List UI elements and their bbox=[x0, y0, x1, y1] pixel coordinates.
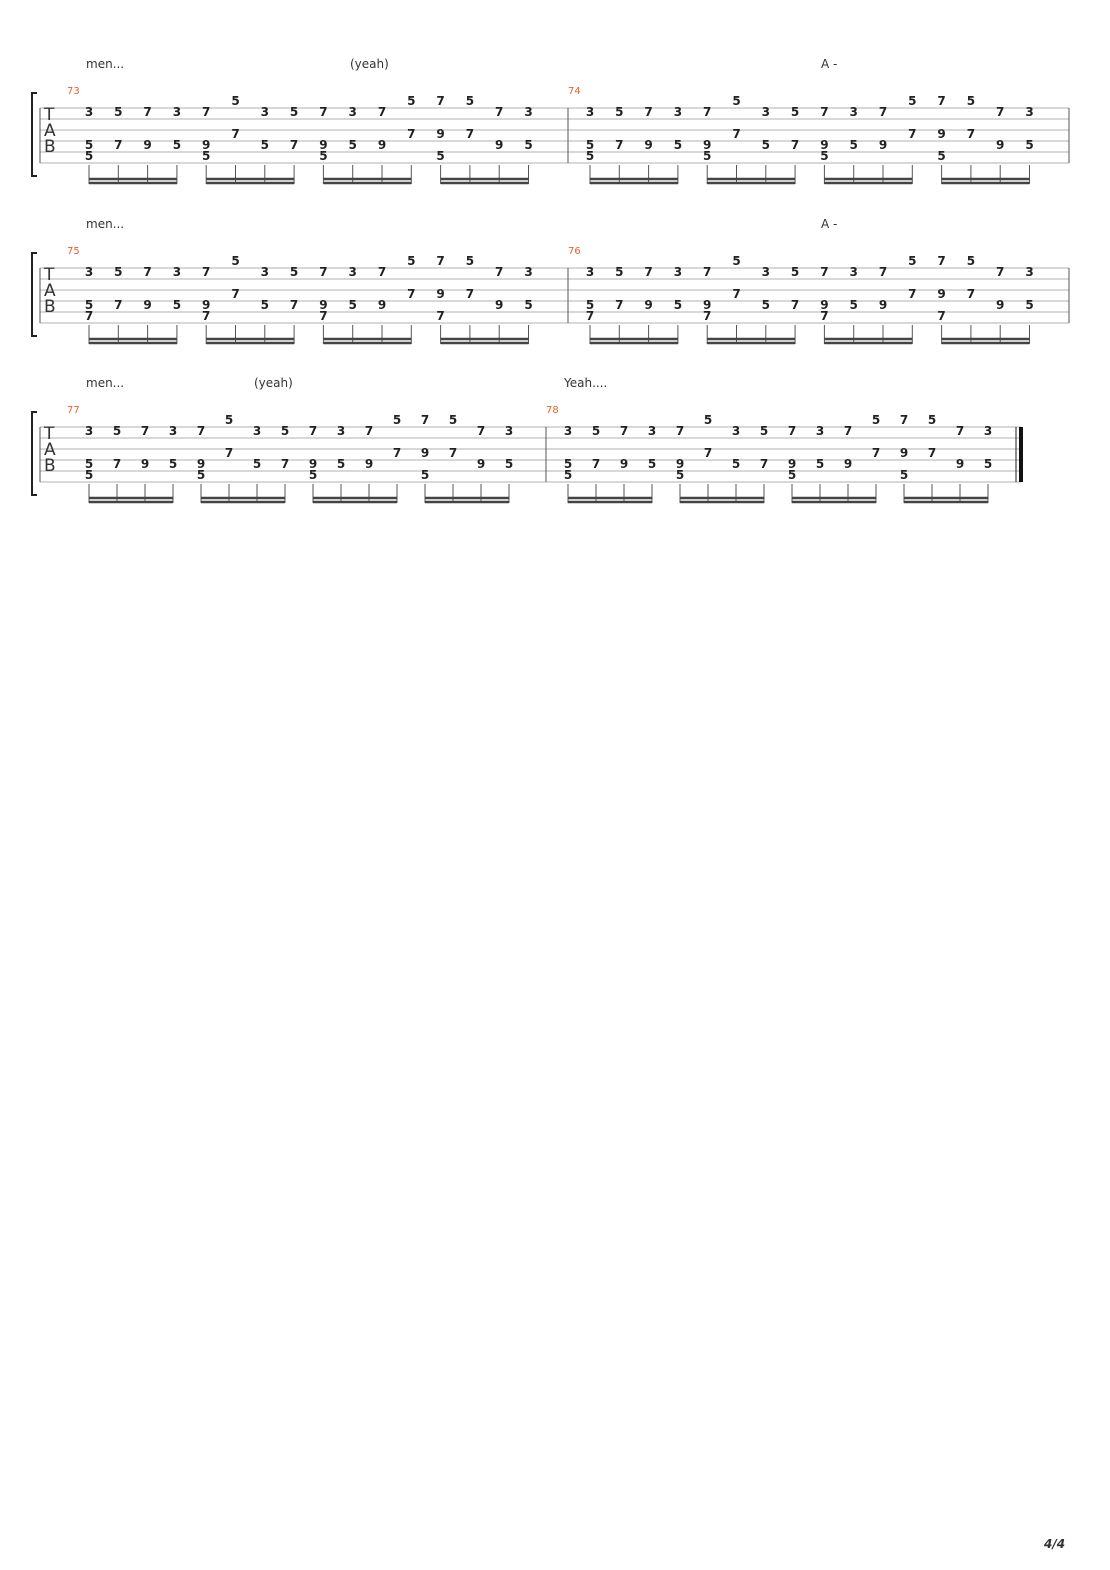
fret-number: 9 bbox=[308, 457, 318, 471]
fret-number: 5 bbox=[937, 149, 946, 163]
lyric-text: (yeah) bbox=[350, 57, 389, 71]
fret-number: 3 bbox=[172, 265, 182, 279]
fret-number: 7 bbox=[703, 105, 712, 119]
fret-number: 9 bbox=[202, 138, 211, 152]
fret-number: 7 bbox=[377, 105, 387, 119]
fret-number: 3 bbox=[504, 424, 514, 438]
fret-number: 5 bbox=[675, 468, 685, 482]
fret-number: 5 bbox=[731, 457, 741, 471]
fret-number: 7 bbox=[996, 265, 1005, 279]
fret-number: 3 bbox=[673, 265, 683, 279]
fret-number: 5 bbox=[84, 149, 94, 163]
fret-number: 5 bbox=[336, 457, 346, 471]
fret-number: 7 bbox=[476, 424, 486, 438]
fret-number: 7 bbox=[619, 424, 629, 438]
measure-number: 74 bbox=[568, 86, 581, 97]
fret-number: 5 bbox=[703, 149, 712, 163]
fret-number: 5 bbox=[761, 138, 770, 152]
fret-number: 5 bbox=[407, 94, 416, 108]
fret-number: 9 bbox=[937, 127, 946, 141]
fret-number: 9 bbox=[364, 457, 374, 471]
fret-number: 9 bbox=[143, 138, 152, 152]
fret-number: 7 bbox=[202, 309, 211, 323]
fret-number: 9 bbox=[820, 298, 829, 312]
fret-number: 5 bbox=[420, 468, 430, 482]
fret-number: 5 bbox=[585, 138, 595, 152]
fret-number: 5 bbox=[615, 105, 624, 119]
fret-number: 5 bbox=[790, 105, 800, 119]
fret-number: 5 bbox=[392, 413, 402, 427]
measure-number: 75 bbox=[67, 246, 80, 257]
fret-number: 5 bbox=[615, 265, 624, 279]
fret-number: 7 bbox=[377, 265, 387, 279]
fret-number: 3 bbox=[1025, 105, 1034, 119]
fret-number: 3 bbox=[585, 105, 595, 119]
fret-number: 9 bbox=[476, 457, 486, 471]
fret-number: 7 bbox=[878, 105, 888, 119]
tab-clef-letter: A bbox=[44, 281, 56, 301]
fret-number: 7 bbox=[759, 457, 769, 471]
fret-number: 5 bbox=[563, 457, 573, 471]
fret-number: 5 bbox=[84, 457, 94, 471]
fret-number: 3 bbox=[524, 265, 533, 279]
page-number: 4/4 bbox=[1044, 1537, 1066, 1551]
fret-number: 5 bbox=[966, 254, 976, 268]
fret-number: 5 bbox=[591, 424, 601, 438]
fret-number: 7 bbox=[878, 265, 888, 279]
lyric-text: Yeah.... bbox=[564, 376, 608, 390]
fret-number: 5 bbox=[84, 138, 94, 152]
fret-number: 7 bbox=[787, 424, 797, 438]
tab-clef-letter: T bbox=[44, 105, 55, 125]
fret-number: 5 bbox=[927, 413, 937, 427]
measure-number: 77 bbox=[67, 405, 80, 416]
fret-number: 9 bbox=[955, 457, 965, 471]
fret-number: 5 bbox=[759, 424, 769, 438]
fret-number: 7 bbox=[955, 424, 965, 438]
fret-number: 5 bbox=[465, 254, 475, 268]
fret-number: 5 bbox=[524, 298, 533, 312]
fret-number: 3 bbox=[1025, 265, 1034, 279]
fret-number: 5 bbox=[84, 298, 94, 312]
fret-number: 5 bbox=[983, 457, 993, 471]
fret-number: 7 bbox=[231, 287, 240, 301]
fret-number: 3 bbox=[348, 265, 357, 279]
fret-number: 7 bbox=[703, 446, 713, 460]
fret-number: 5 bbox=[319, 149, 328, 163]
fret-number: 3 bbox=[84, 105, 94, 119]
measure-number: 76 bbox=[568, 246, 581, 257]
fret-number: 9 bbox=[436, 287, 445, 301]
fret-number: 7 bbox=[820, 309, 829, 323]
tab-clef-letter: A bbox=[44, 121, 56, 141]
fret-number: 9 bbox=[495, 138, 504, 152]
fret-number: 5 bbox=[231, 254, 240, 268]
fret-number: 3 bbox=[815, 424, 825, 438]
fret-number: 9 bbox=[675, 457, 685, 471]
fret-number: 5 bbox=[790, 265, 800, 279]
fret-number: 7 bbox=[407, 127, 416, 141]
fret-number: 9 bbox=[937, 287, 946, 301]
fret-number: 7 bbox=[196, 424, 206, 438]
fret-number: 5 bbox=[289, 265, 299, 279]
fret-number: 5 bbox=[172, 298, 182, 312]
fret-number: 5 bbox=[908, 94, 917, 108]
fret-number: 5 bbox=[787, 468, 797, 482]
fret-number: 5 bbox=[871, 413, 881, 427]
fret-number: 5 bbox=[308, 468, 318, 482]
fret-number: 7 bbox=[615, 298, 624, 312]
fret-number: 7 bbox=[937, 94, 946, 108]
fret-number: 7 bbox=[966, 287, 976, 301]
fret-number: 5 bbox=[966, 94, 976, 108]
tab-clef-letter: B bbox=[44, 456, 56, 476]
fret-number: 7 bbox=[143, 265, 152, 279]
fret-number: 5 bbox=[673, 138, 683, 152]
fret-number: 5 bbox=[899, 468, 909, 482]
fret-number: 9 bbox=[619, 457, 629, 471]
fret-number: 7 bbox=[114, 138, 123, 152]
fret-number: 5 bbox=[196, 468, 206, 482]
fret-number: 5 bbox=[849, 138, 858, 152]
fret-number: 7 bbox=[364, 424, 374, 438]
fret-number: 3 bbox=[849, 265, 858, 279]
fret-number: 5 bbox=[908, 254, 917, 268]
fret-number: 5 bbox=[84, 468, 94, 482]
fret-number: 7 bbox=[465, 127, 475, 141]
fret-number: 9 bbox=[377, 138, 387, 152]
fret-number: 5 bbox=[563, 468, 573, 482]
fret-number: 7 bbox=[820, 105, 829, 119]
fret-number: 5 bbox=[465, 94, 475, 108]
fret-number: 9 bbox=[996, 138, 1005, 152]
fret-number: 5 bbox=[849, 298, 858, 312]
fret-number: 9 bbox=[377, 298, 387, 312]
fret-number: 7 bbox=[308, 424, 318, 438]
fret-number: 3 bbox=[983, 424, 993, 438]
fret-number: 3 bbox=[647, 424, 657, 438]
fret-number: 7 bbox=[465, 287, 475, 301]
tab-clef-letter: B bbox=[44, 297, 56, 317]
fret-number: 9 bbox=[820, 138, 829, 152]
fret-number: 9 bbox=[140, 457, 150, 471]
fret-number: 3 bbox=[524, 105, 533, 119]
tab-clef-letter: T bbox=[44, 424, 55, 444]
fret-number: 9 bbox=[644, 298, 653, 312]
fret-number: 3 bbox=[260, 105, 269, 119]
fret-number: 7 bbox=[871, 446, 881, 460]
fret-number: 7 bbox=[996, 105, 1005, 119]
fret-number: 7 bbox=[495, 265, 504, 279]
fret-number: 3 bbox=[585, 265, 595, 279]
fret-number: 7 bbox=[436, 254, 445, 268]
fret-number: 7 bbox=[732, 127, 741, 141]
fret-number: 3 bbox=[731, 424, 741, 438]
fret-number: 9 bbox=[996, 298, 1005, 312]
fret-number: 7 bbox=[937, 254, 946, 268]
measure-number: 78 bbox=[546, 405, 559, 416]
lyric-text: A - bbox=[821, 217, 838, 231]
fret-number: 5 bbox=[585, 149, 595, 163]
fret-number: 7 bbox=[84, 309, 94, 323]
lyric-text: men... bbox=[86, 217, 125, 231]
fret-number: 7 bbox=[289, 298, 299, 312]
fret-number: 9 bbox=[878, 138, 888, 152]
fret-number: 3 bbox=[761, 265, 770, 279]
fret-number: 3 bbox=[252, 424, 262, 438]
fret-number: 5 bbox=[647, 457, 657, 471]
fret-number: 9 bbox=[644, 138, 653, 152]
fret-number: 7 bbox=[820, 265, 829, 279]
fret-number: 3 bbox=[84, 265, 94, 279]
fret-number: 3 bbox=[168, 424, 178, 438]
fret-number: 5 bbox=[114, 105, 123, 119]
fret-number: 5 bbox=[673, 298, 683, 312]
lyric-text: men... bbox=[86, 57, 125, 71]
fret-number: 7 bbox=[937, 309, 946, 323]
fret-number: 3 bbox=[673, 105, 683, 119]
fret-number: 7 bbox=[280, 457, 290, 471]
fret-number: 5 bbox=[407, 254, 416, 268]
fret-number: 7 bbox=[231, 127, 240, 141]
fret-number: 7 bbox=[927, 446, 937, 460]
fret-number: 7 bbox=[644, 105, 653, 119]
fret-number: 5 bbox=[524, 138, 533, 152]
fret-number: 7 bbox=[436, 309, 445, 323]
fret-number: 7 bbox=[899, 413, 909, 427]
fret-number: 7 bbox=[843, 424, 853, 438]
fret-number: 9 bbox=[143, 298, 152, 312]
fret-number: 7 bbox=[908, 287, 917, 301]
fret-number: 7 bbox=[114, 298, 123, 312]
fret-number: 7 bbox=[319, 309, 328, 323]
fret-number: 7 bbox=[448, 446, 458, 460]
fret-number: 9 bbox=[878, 298, 888, 312]
fret-number: 7 bbox=[420, 413, 430, 427]
fret-number: 7 bbox=[908, 127, 917, 141]
fret-number: 7 bbox=[703, 265, 712, 279]
fret-number: 3 bbox=[348, 105, 357, 119]
fret-number: 5 bbox=[436, 149, 445, 163]
tab-clef-letter: A bbox=[44, 440, 56, 460]
fret-number: 9 bbox=[202, 298, 211, 312]
fret-number: 3 bbox=[336, 424, 346, 438]
fret-number: 7 bbox=[436, 94, 445, 108]
fret-number: 7 bbox=[732, 287, 741, 301]
fret-number: 5 bbox=[732, 254, 741, 268]
tab-clef-letter: T bbox=[44, 265, 55, 285]
fret-number: 9 bbox=[899, 446, 909, 460]
fret-number: 7 bbox=[790, 298, 800, 312]
fret-number: 5 bbox=[348, 298, 357, 312]
fret-number: 5 bbox=[448, 413, 458, 427]
system-bracket bbox=[32, 253, 37, 336]
measure-number: 73 bbox=[67, 86, 80, 97]
fret-number: 5 bbox=[202, 149, 211, 163]
fret-number: 7 bbox=[966, 127, 976, 141]
fret-number: 5 bbox=[703, 413, 713, 427]
fret-number: 7 bbox=[644, 265, 653, 279]
fret-number: 7 bbox=[319, 265, 328, 279]
fret-number: 5 bbox=[114, 265, 123, 279]
system-bracket bbox=[32, 412, 37, 495]
fret-number: 9 bbox=[436, 127, 445, 141]
fret-number: 7 bbox=[585, 309, 595, 323]
fret-number: 7 bbox=[392, 446, 402, 460]
fret-number: 5 bbox=[815, 457, 825, 471]
fret-number: 7 bbox=[407, 287, 416, 301]
fret-number: 7 bbox=[224, 446, 234, 460]
fret-number: 7 bbox=[615, 138, 624, 152]
fret-number: 9 bbox=[843, 457, 853, 471]
fret-number: 5 bbox=[585, 298, 595, 312]
fret-number: 5 bbox=[168, 457, 178, 471]
fret-number: 3 bbox=[761, 105, 770, 119]
lyric-text: (yeah) bbox=[254, 376, 293, 390]
fret-number: 5 bbox=[260, 138, 269, 152]
fret-number: 9 bbox=[703, 138, 712, 152]
fret-number: 9 bbox=[787, 457, 797, 471]
fret-number: 7 bbox=[495, 105, 504, 119]
fret-number: 7 bbox=[703, 309, 712, 323]
fret-number: 3 bbox=[172, 105, 182, 119]
system-bracket bbox=[32, 93, 37, 176]
fret-number: 5 bbox=[112, 424, 122, 438]
fret-number: 7 bbox=[140, 424, 150, 438]
fret-number: 5 bbox=[231, 94, 240, 108]
fret-number: 5 bbox=[820, 149, 829, 163]
fret-number: 7 bbox=[591, 457, 601, 471]
tab-clef-letter: B bbox=[44, 137, 56, 157]
fret-number: 3 bbox=[849, 105, 858, 119]
lyric-text: men... bbox=[86, 376, 125, 390]
fret-number: 7 bbox=[202, 105, 211, 119]
fret-number: 9 bbox=[196, 457, 206, 471]
fret-number: 5 bbox=[504, 457, 514, 471]
fret-number: 5 bbox=[732, 94, 741, 108]
fret-number: 3 bbox=[260, 265, 269, 279]
fret-number: 5 bbox=[280, 424, 290, 438]
fret-number: 5 bbox=[1025, 138, 1034, 152]
fret-number: 9 bbox=[420, 446, 430, 460]
fret-number: 5 bbox=[172, 138, 182, 152]
fret-number: 7 bbox=[143, 105, 152, 119]
fret-number: 7 bbox=[790, 138, 800, 152]
fret-number: 9 bbox=[319, 298, 328, 312]
fret-number: 5 bbox=[252, 457, 262, 471]
fret-number: 7 bbox=[675, 424, 685, 438]
fret-number: 7 bbox=[202, 265, 211, 279]
fret-number: 5 bbox=[224, 413, 234, 427]
fret-number: 3 bbox=[563, 424, 573, 438]
fret-number: 5 bbox=[348, 138, 357, 152]
fret-number: 5 bbox=[761, 298, 770, 312]
fret-number: 9 bbox=[319, 138, 328, 152]
fret-number: 5 bbox=[260, 298, 269, 312]
fret-number: 5 bbox=[1025, 298, 1034, 312]
fret-number: 3 bbox=[84, 424, 94, 438]
lyric-text: A - bbox=[821, 57, 838, 71]
fret-number: 5 bbox=[289, 105, 299, 119]
fret-number: 7 bbox=[112, 457, 122, 471]
fret-number: 9 bbox=[495, 298, 504, 312]
fret-number: 7 bbox=[319, 105, 328, 119]
fret-number: 7 bbox=[289, 138, 299, 152]
fret-number: 9 bbox=[703, 298, 712, 312]
